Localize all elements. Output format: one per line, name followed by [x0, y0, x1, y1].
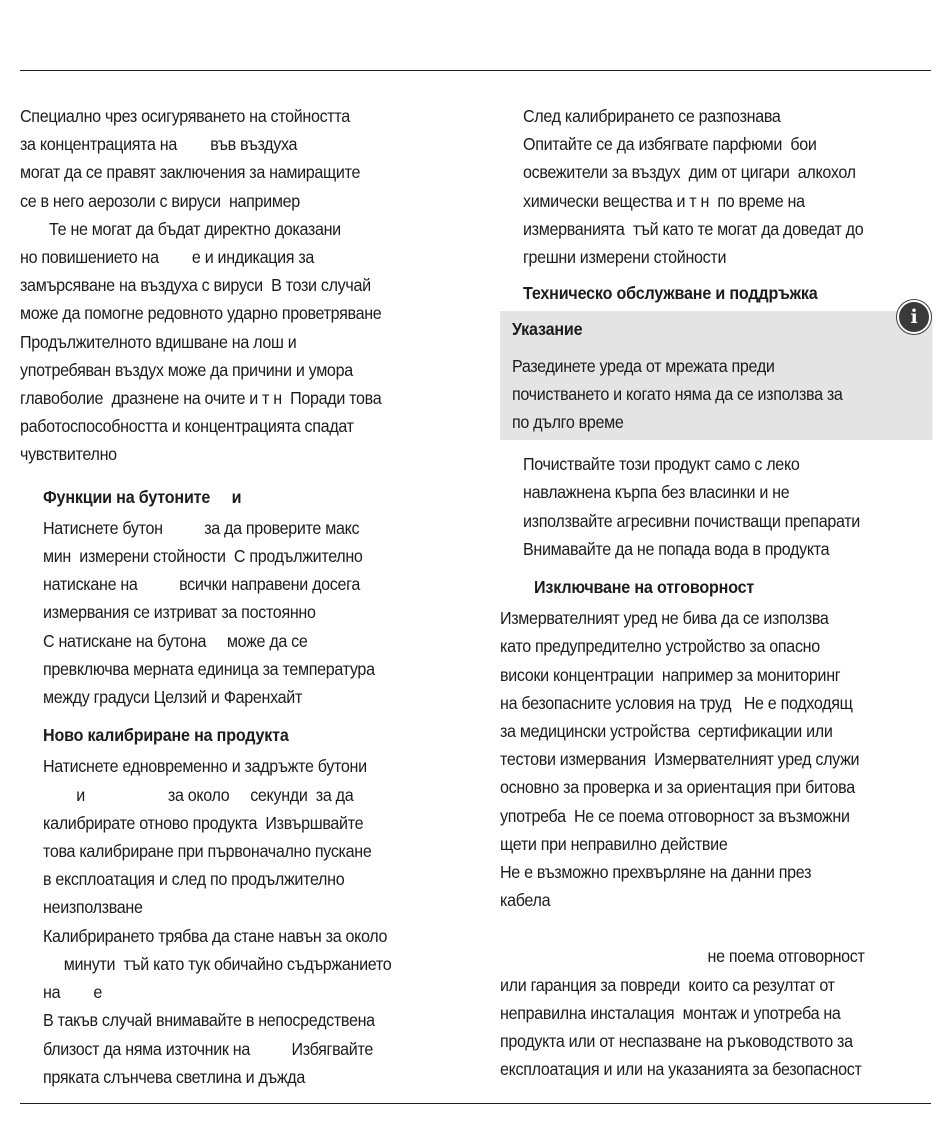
- text-line: почистването и когато няма да се използва за: [511, 383, 843, 404]
- note-box: [500, 306, 932, 440]
- text-line: в експлоатация и след по продължително: [43, 869, 345, 890]
- text-line: освежители за въздух дим от цигари алкохол: [523, 162, 856, 183]
- text-line: Не е възможно прехвърляне на данни през: [500, 862, 812, 883]
- info-icon: i: [897, 300, 931, 334]
- text-line: Разединете уреда от мрежата преди: [511, 355, 775, 376]
- text-line: основно за проверка и за ориентация при битова: [500, 777, 855, 798]
- text-line: като предупредително устройство за опасно: [500, 636, 820, 657]
- text-line: неправилна инсталация монтаж и употреба на: [500, 1002, 841, 1023]
- section-heading: Ново калибриране на продукта: [43, 725, 289, 746]
- text-line: работоспособността и концентрацията спадат: [20, 416, 354, 437]
- footer-rule: [20, 1103, 931, 1104]
- text-line: пряката слънчева светлина и дъжда: [43, 1066, 305, 1087]
- text-line: Продължителното вдишване на лош и: [20, 331, 297, 352]
- text-line: близост да няма източник на Избягвайте: [43, 1038, 373, 1059]
- intro-paragraph: [20, 102, 452, 469]
- section-heading: Изключване на отговорност: [534, 577, 755, 598]
- text-line: за концентрацията на във въздуха: [20, 134, 298, 155]
- text-line: Внимавайте да не попада вода в продукта: [523, 538, 830, 559]
- text-line: главоболие дразнене на очите и т н Поради това: [20, 388, 382, 409]
- text-line: това калибриране при първоначално пускане: [43, 841, 372, 862]
- text-line: използвайте агресивни почистващи препарати: [523, 510, 860, 531]
- note-heading: Указание: [511, 319, 583, 340]
- recalibration-section: [20, 721, 452, 1091]
- text-line: не поема отговорност: [500, 946, 865, 967]
- text-line: грешни измерени стойности: [523, 247, 727, 268]
- text-line: Натиснете бутон за да проверите макс: [43, 517, 360, 538]
- text-line: Натиснете едновременно и задръжте бутони: [43, 756, 367, 777]
- text-line: минути тъй като тук обичайно съдържанието: [43, 953, 392, 974]
- text-line: продукта или от неспазване на ръководството за: [500, 1031, 853, 1052]
- text-line: и за около секунди за да: [43, 784, 354, 805]
- text-line: могат да се правят заключения за намиращите: [20, 162, 361, 183]
- text-line: но повишението на е и индикация за: [20, 247, 315, 268]
- text-line: по дълго време: [511, 412, 624, 433]
- text-line: След калибрирането се разпознава: [523, 106, 781, 126]
- text-line: на е: [43, 982, 103, 1003]
- text-line: може да помогне редовното ударно проветряване: [20, 303, 382, 324]
- text-line: на безопасните условия на труд Не е подходящ: [500, 692, 853, 713]
- text-line: високи концентрации например за мониторинг: [500, 664, 841, 685]
- text-line: В такъв случай внимавайте в непосредствена: [43, 1010, 375, 1031]
- text-line: или гаранция за повреди които са резултат от: [500, 974, 835, 995]
- text-line: измерванията тъй като те могат да доведат до: [523, 218, 864, 239]
- text-line: за медицински устройства сертификации или: [500, 721, 833, 742]
- text-line: неизползване: [43, 897, 143, 918]
- section-heading: Функции на бутоните и: [43, 486, 242, 507]
- text-line: Опитайте се да избягвате парфюми бои: [523, 134, 817, 155]
- text-line: химически вещества и т н по време на: [523, 190, 805, 211]
- left-column: [20, 102, 452, 1091]
- header-rule: [20, 70, 931, 71]
- text-line: щети при неправилно действие: [500, 833, 728, 854]
- text-line: употребяван въздух може да причини и умора: [20, 359, 353, 380]
- text-line: навлажнена кърпа без власинки и не: [523, 482, 790, 503]
- text-line: С натискане на бутона може да се: [43, 630, 308, 651]
- text-line: Калибрирането трябва да стане навън за около: [43, 925, 388, 946]
- text-line: натискане на всички направени досега: [43, 574, 360, 595]
- maintenance-section: [500, 279, 932, 307]
- text-line: се в него аерозоли с вируси например: [20, 190, 300, 211]
- text-line: тестови измервания Измервателният уред служи: [500, 749, 860, 770]
- text-line: Почиствайте този продукт само с леко: [523, 454, 800, 475]
- text-line: калибрирате отново продукта Извършвайте: [43, 812, 364, 833]
- disclaimer-section: [500, 573, 932, 1083]
- text-line: измервания се изтриват за постоянно: [43, 602, 316, 623]
- cleaning-paragraph: [500, 450, 932, 563]
- text-line: мин измерени стойности С продължително: [43, 546, 363, 567]
- text-line: между градуси Целзий и Фаренхайт: [43, 687, 303, 708]
- text-line: Специално чрез осигуряването на стойността: [20, 106, 350, 126]
- text-line: експлоатация и или на указанията за безопасност: [500, 1059, 862, 1080]
- text-line: кабела: [500, 890, 551, 911]
- text-line: Те не могат да бъдат директно доказани: [20, 218, 341, 239]
- text-line: употреба Не се поема отговорност за възможни: [500, 805, 850, 826]
- section-heading: Техническо обслужване и поддръжка: [523, 283, 818, 304]
- text-line: чувствително: [20, 444, 117, 465]
- after-calibration-paragraph: [500, 102, 932, 271]
- text-line: Измервателният уред не бива да се използва: [500, 608, 829, 629]
- button-functions-section: [20, 483, 452, 712]
- text-line: превключва мерната единица за температура: [43, 658, 375, 679]
- right-column: [500, 102, 932, 1084]
- text-line: замърсяване на въздуха с вируси В този случай: [20, 275, 371, 296]
